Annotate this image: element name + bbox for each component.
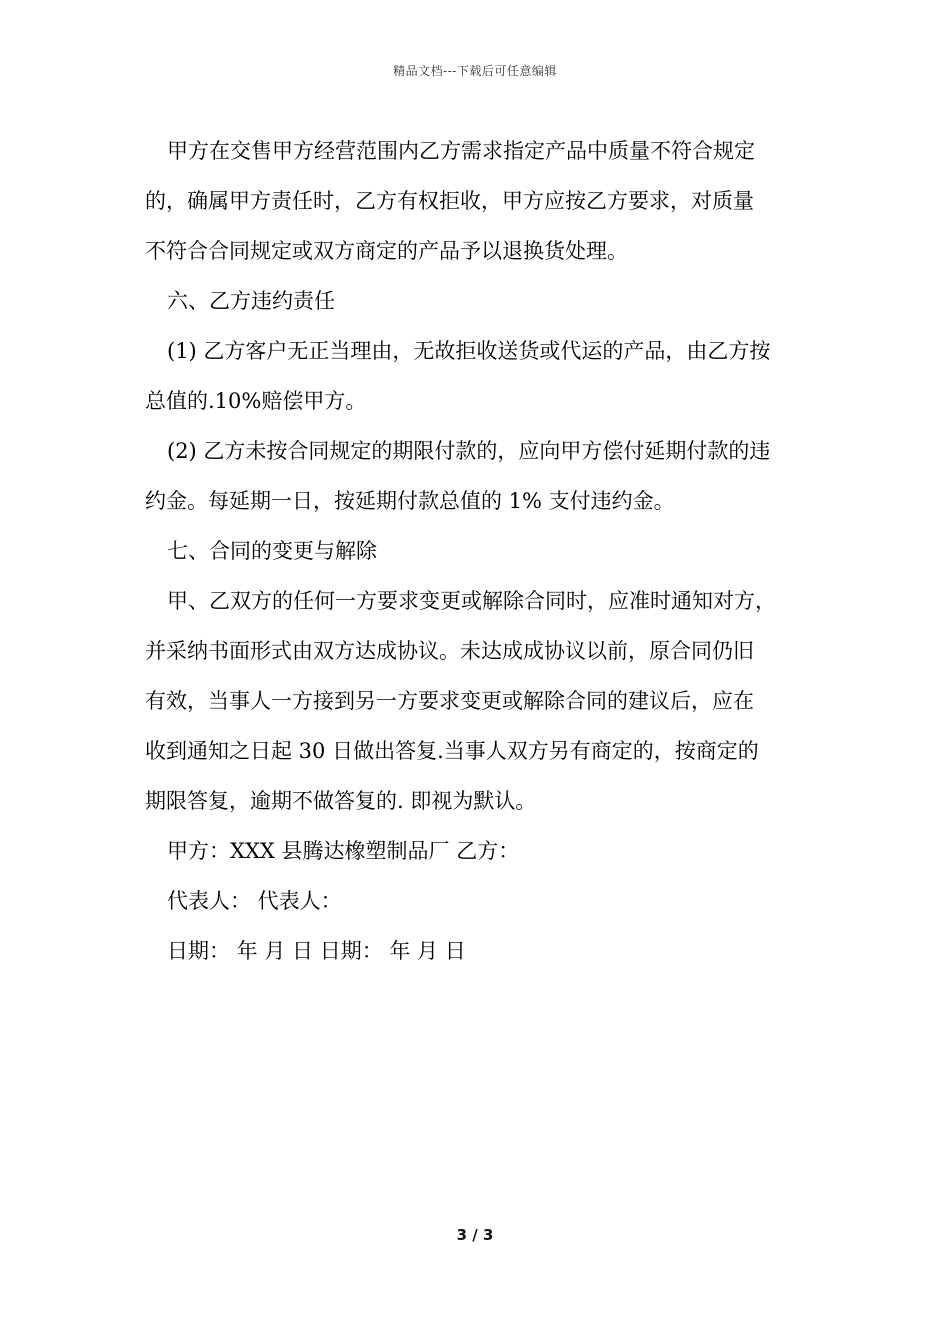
- paragraph-line: 甲、乙双方的任何一方要求变更或解除合同时，应准时通知对方，: [167, 589, 776, 613]
- document-body: [145, 126, 810, 976]
- paragraph-line: 的，确属甲方责任时，乙方有权拒收，甲方应按乙方要求，对质量: [145, 189, 754, 213]
- paragraph-line: 并采纳书面形式由双方达成协议。未达成成协议以前，原合同仍旧: [145, 639, 754, 663]
- page-header: 精品文档---下载后可任意编辑: [393, 64, 557, 78]
- paragraph-line: 期限答复，逾期不做答复的. 即视为默认。: [145, 789, 537, 813]
- page-number: 3 / 3: [456, 1226, 494, 1244]
- party-names-line: 甲方：XXX 县腾达橡塑制品厂 乙方：: [167, 839, 520, 863]
- paragraph-line: 不符合合同规定或双方商定的产品予以退换货处理。: [145, 239, 628, 263]
- representatives-line: 代表人： 代表人：: [167, 889, 342, 913]
- clause-1-line: 总值的.10%赔偿甲方。: [145, 389, 367, 413]
- section-heading-breach: 六、乙方违约责任: [167, 289, 335, 313]
- dates-line: 日期： 年 月 日 日期： 年 月 日: [167, 939, 466, 963]
- paragraph-line: 有效，当事人一方接到另一方要求变更或解除合同的建议后，应在: [145, 689, 754, 713]
- clause-1-line: (1) 乙方客户无正当理由，无故拒收送货或代运的产品，由乙方按: [167, 339, 771, 363]
- paragraph-line: 收到通知之日起 30 日做出答复.当事人双方另有商定的，按商定的: [145, 739, 759, 763]
- paragraph-line: 甲方在交售甲方经营范围内乙方需求指定产品中质量不符合规定: [167, 139, 755, 163]
- clause-2-line: 约金。每延期一日，按延期付款总值的 1% 支付违约金。: [145, 489, 675, 513]
- section-heading-change: 七、合同的变更与解除: [167, 539, 377, 563]
- clause-2-line: (2) 乙方未按合同规定的期限付款的，应向甲方偿付延期付款的违: [167, 439, 771, 463]
